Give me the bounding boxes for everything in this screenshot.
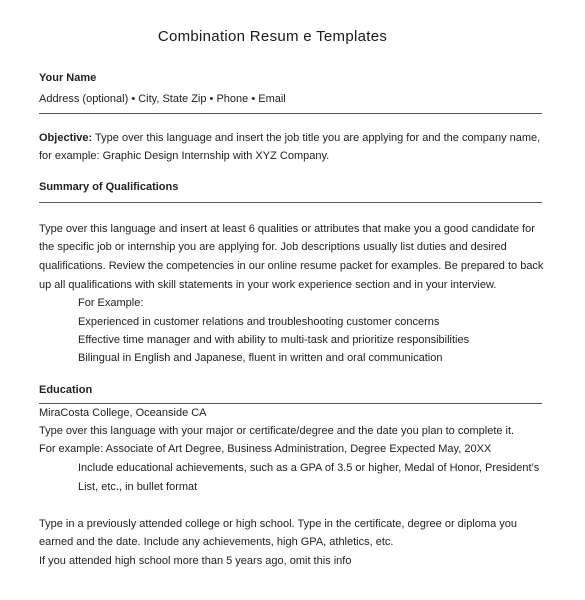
for-example-label: For Example: bbox=[78, 297, 144, 309]
summary-line-2: the specific job or internship you are applying for. Job descriptions usually list duties and desired bbox=[39, 241, 507, 253]
summary-heading: Summary of Qualifications bbox=[39, 181, 179, 193]
summary-line-3: qualifications. Review the competencies in our online resume packet for examples. Be prepared to back bbox=[39, 260, 544, 272]
objective-text: Type over this language and insert the job title you are applying for and the company name, bbox=[95, 132, 541, 144]
objective-label: Objective: bbox=[39, 132, 93, 144]
header-divider bbox=[39, 113, 542, 114]
education-line-2: For example: Associate of Art Degree, Business Administration, Degree Expected May, 20XX bbox=[39, 443, 492, 455]
education-indent-2: List, etc., in bullet format bbox=[78, 481, 198, 493]
education-school: MiraCosta College, Oceanside CA bbox=[39, 407, 207, 419]
education-indent-1: Include educational achievements, such as a GPA of 3.5 or higher, Medal of Honor, President’s bbox=[78, 462, 540, 474]
resume-contact-line: Address (optional) • City, State Zip • Phone • Email bbox=[39, 93, 286, 105]
education-prev-3: If you attended high school more than 5 years ago, omit this info bbox=[39, 555, 352, 567]
education-prev-1: Type in a previously attended college or high school. Type in the certificate, degree or diploma you bbox=[39, 518, 517, 530]
education-prev-2: earned and the date. Include any achievements, high GPA, athletics, etc. bbox=[39, 536, 394, 548]
summary-line-4: up all qualifications with skill statements in your work experience section and in your interview. bbox=[39, 279, 497, 291]
example-item: Effective time manager and with ability to multi-task and prioritize responsibilities bbox=[78, 334, 470, 346]
education-heading: Education bbox=[39, 384, 93, 396]
summary-divider bbox=[39, 202, 542, 203]
example-item: Bilingual in English and Japanese, fluent in written and oral communication bbox=[78, 352, 443, 364]
example-item: Experienced in customer relations and troubleshooting customer concerns bbox=[78, 316, 440, 328]
summary-line-1: Type over this language and insert at least 6 qualities or attributes that make you a good candidate for bbox=[39, 223, 535, 235]
objective-line-2: for example: Graphic Design Internship with XYZ Company. bbox=[39, 150, 330, 162]
resume-name: Your Name bbox=[39, 72, 97, 84]
education-divider bbox=[39, 403, 542, 404]
education-line-1: Type over this language with your major or certificate/degree and the date you plan to complete it. bbox=[39, 425, 515, 437]
objective-line-1 bbox=[39, 132, 540, 144]
document-title: Combination Resum e Templates bbox=[157, 28, 388, 45]
